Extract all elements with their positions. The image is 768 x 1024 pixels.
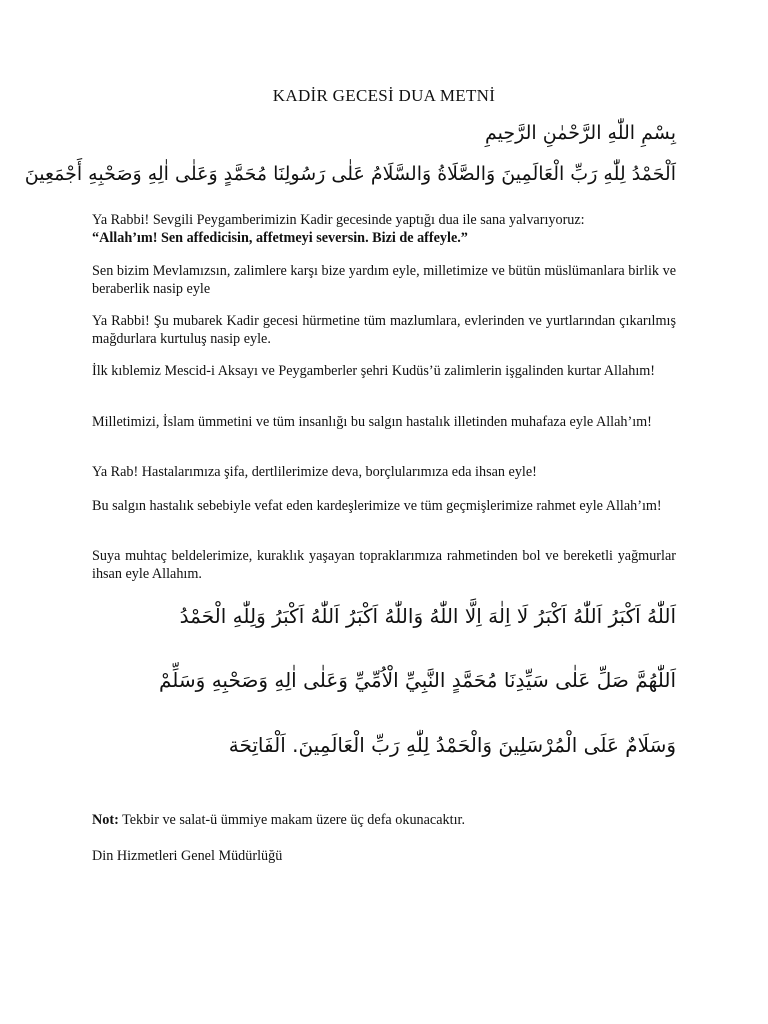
paragraph-5: Milletimizi, İslam ümmetini ve tüm insanlığı bu salgın hastalık illetinden muhafaza eyle Allah’ım! <box>92 414 652 430</box>
arabic-tekbir: اَللّٰهُ اَكْبَرُ اَللّٰهُ اَكْبَرُ لَا اِلٰهَ اِلَّا اللّٰهُ وَاللّٰهُ اَكْبَرُ اَللّٰهُ اَكْبَرُ وَلِلّٰهِ الْحَمْدُ <box>179 604 676 628</box>
paragraph-2: Sen bizim Mevlamızsın, zalimlere karşı bize yardım eyle, milletimize ve bütün müslümanlara birlik ve beraberlik nasip eyle <box>92 263 676 297</box>
note-text: Tekbir ve salat-ü ümmiye makam üzere üç defa okunacaktır. <box>118 812 465 828</box>
note-label: Not: <box>92 812 119 828</box>
paragraph-4: İlk kıblemiz Mescid-i Aksayı ve Peygamberler şehri Kudüs’ü zalimlerin işgalinden kurtar Allahım! <box>92 363 656 379</box>
arabic-salat: اَللّٰهُمَّ صَلِّ عَلٰى سَيِّدِنَا مُحَمَّدٍ النَّبِيِّ الْاُمِّيِّ وَعَلٰى اٰلِهِ وَصَحْبِهِ وَسَلِّمْ <box>158 668 676 692</box>
paragraph-6: Ya Rab! Hastalarımıza şifa, dertlilerimize deva, borçlularımıza eda ihsan eyle! <box>92 464 537 480</box>
note <box>92 812 465 829</box>
paragraph-3: Ya Rabbi! Şu mubarek Kadir gecesi hürmetine tüm mazlumlara, evlerinden ve yurtlarından çıkarılmış mağdurlara kurtuluş nasip eyle. <box>92 313 676 347</box>
paragraph-8: Suya muhtaç beldelerimize, kuraklık yaşayan topraklarımıza rahmetinden bol ve bereketli yağmurlar ihsan eyle Allahım. <box>92 548 676 582</box>
paragraph-1 <box>92 211 676 247</box>
arabic-closing: وَسَلَامٌ عَلَى الْمُرْسَلِينَ وَالْحَمْدُ لِلّٰهِ رَبِّ الْعَالَمِينَ. اَلْفَاتِحَة <box>228 733 676 757</box>
signature: Din Hizmetleri Genel Müdürlüğü <box>92 848 283 864</box>
arabic-basmala: بِسْمِ اللّٰهِ الرَّحْمٰنِ الرَّحِيمِ <box>485 122 676 144</box>
paragraph-7: Bu salgın hastalık sebebiyle vefat eden kardeşlerimize ve tüm geçmişlerimize rahmet eyle Allah’ım! <box>92 498 662 514</box>
paragraph-1-bold-quote: “Allah’ım! Sen affedicisin, affetmeyi seversin. Bizi de affeyle.” <box>92 230 468 246</box>
paragraph-1-text: Ya Rabbi! Sevgili Peygamberimizin Kadir gecesinde yaptığı dua ile sana yalvarıyoruz: <box>92 212 585 228</box>
arabic-hamd-salawat: اَلْحَمْدُ لِلّٰهِ رَبِّ الْعَالَمِينَ وَالصَّلَاةُ وَالسَّلَامُ عَلٰى رَسُولِنَا مُحَمَّدٍ وَعَلٰى اٰلِهِ وَصَحْبِهِ أَجْمَعِينَ <box>24 163 676 185</box>
document-title: KADİR GECESİ DUA METNİ <box>272 86 496 105</box>
